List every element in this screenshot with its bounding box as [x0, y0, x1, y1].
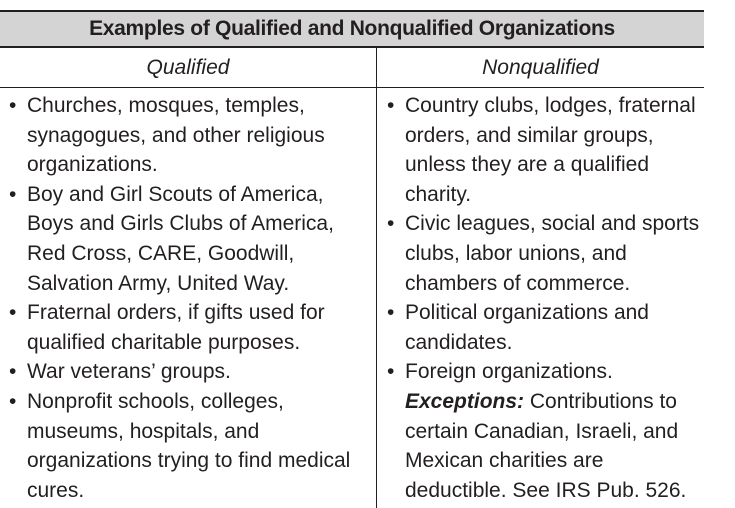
qualified-column-header: Qualified [146, 55, 230, 79]
nonqualified-list [386, 91, 702, 387]
qualified-list [8, 91, 370, 505]
list-item-text: Fraternal orders, if gifts used for qualified charitable purposes. [27, 301, 325, 354]
organizations-table [0, 10, 704, 508]
bullet-icon: • [9, 182, 17, 206]
column-divider [376, 48, 377, 508]
bullet-icon: • [9, 360, 17, 384]
list-item [8, 387, 370, 505]
list-item [8, 180, 370, 298]
table-header-row [0, 48, 704, 88]
bullet-icon: • [9, 301, 17, 325]
list-item-text: Country clubs, lodges, fraternal orders, and similar groups, unless they are a qualified charity. [405, 94, 696, 206]
list-item-text: Political organizations and candidates. [405, 301, 649, 354]
list-item [386, 91, 702, 209]
list-item [386, 357, 702, 387]
list-item [8, 357, 370, 387]
list-item [8, 91, 370, 180]
list-item [386, 209, 702, 298]
bullet-icon: • [9, 389, 17, 413]
list-item-text: Boy and Girl Scouts of America, Boys and Girls Clubs of America, Red Cross, CARE, Goodwill, Salvation Army, United Way. [27, 182, 334, 295]
table-title-row [0, 10, 704, 48]
table-title: Examples of Qualified and Nonqualified Organizations [89, 17, 615, 40]
bullet-icon: • [387, 360, 395, 384]
bullet-icon: • [387, 301, 395, 325]
qualified-column [8, 91, 370, 505]
bullet-icon: • [387, 212, 395, 236]
exceptions-text: Contributions to certain Canadian, Israeli, and Mexican charities are deductible. See IRS Pub. 526. [405, 389, 687, 502]
nonqualified-column-header: Nonqualified [482, 55, 599, 79]
exceptions-note [386, 387, 702, 505]
exceptions-label: Exceptions: [405, 389, 525, 413]
nonqualified-column [386, 91, 702, 505]
list-item-text: Foreign organizations. [405, 360, 613, 384]
list-item-text: Nonprofit schools, colleges, museums, hospitals, and organizations trying to find medical cures. [27, 389, 351, 502]
bullet-icon: • [9, 94, 17, 117]
list-item-text: Civic leagues, social and sports clubs, labor unions, and chambers of commerce. [405, 212, 700, 295]
list-item-text: War veterans’ groups. [27, 360, 231, 384]
list-item-text: Churches, mosques, temples, synagogues, and other religious organizations. [27, 94, 325, 177]
bullet-icon: • [387, 94, 395, 117]
list-item [386, 298, 702, 357]
list-item [8, 298, 370, 357]
